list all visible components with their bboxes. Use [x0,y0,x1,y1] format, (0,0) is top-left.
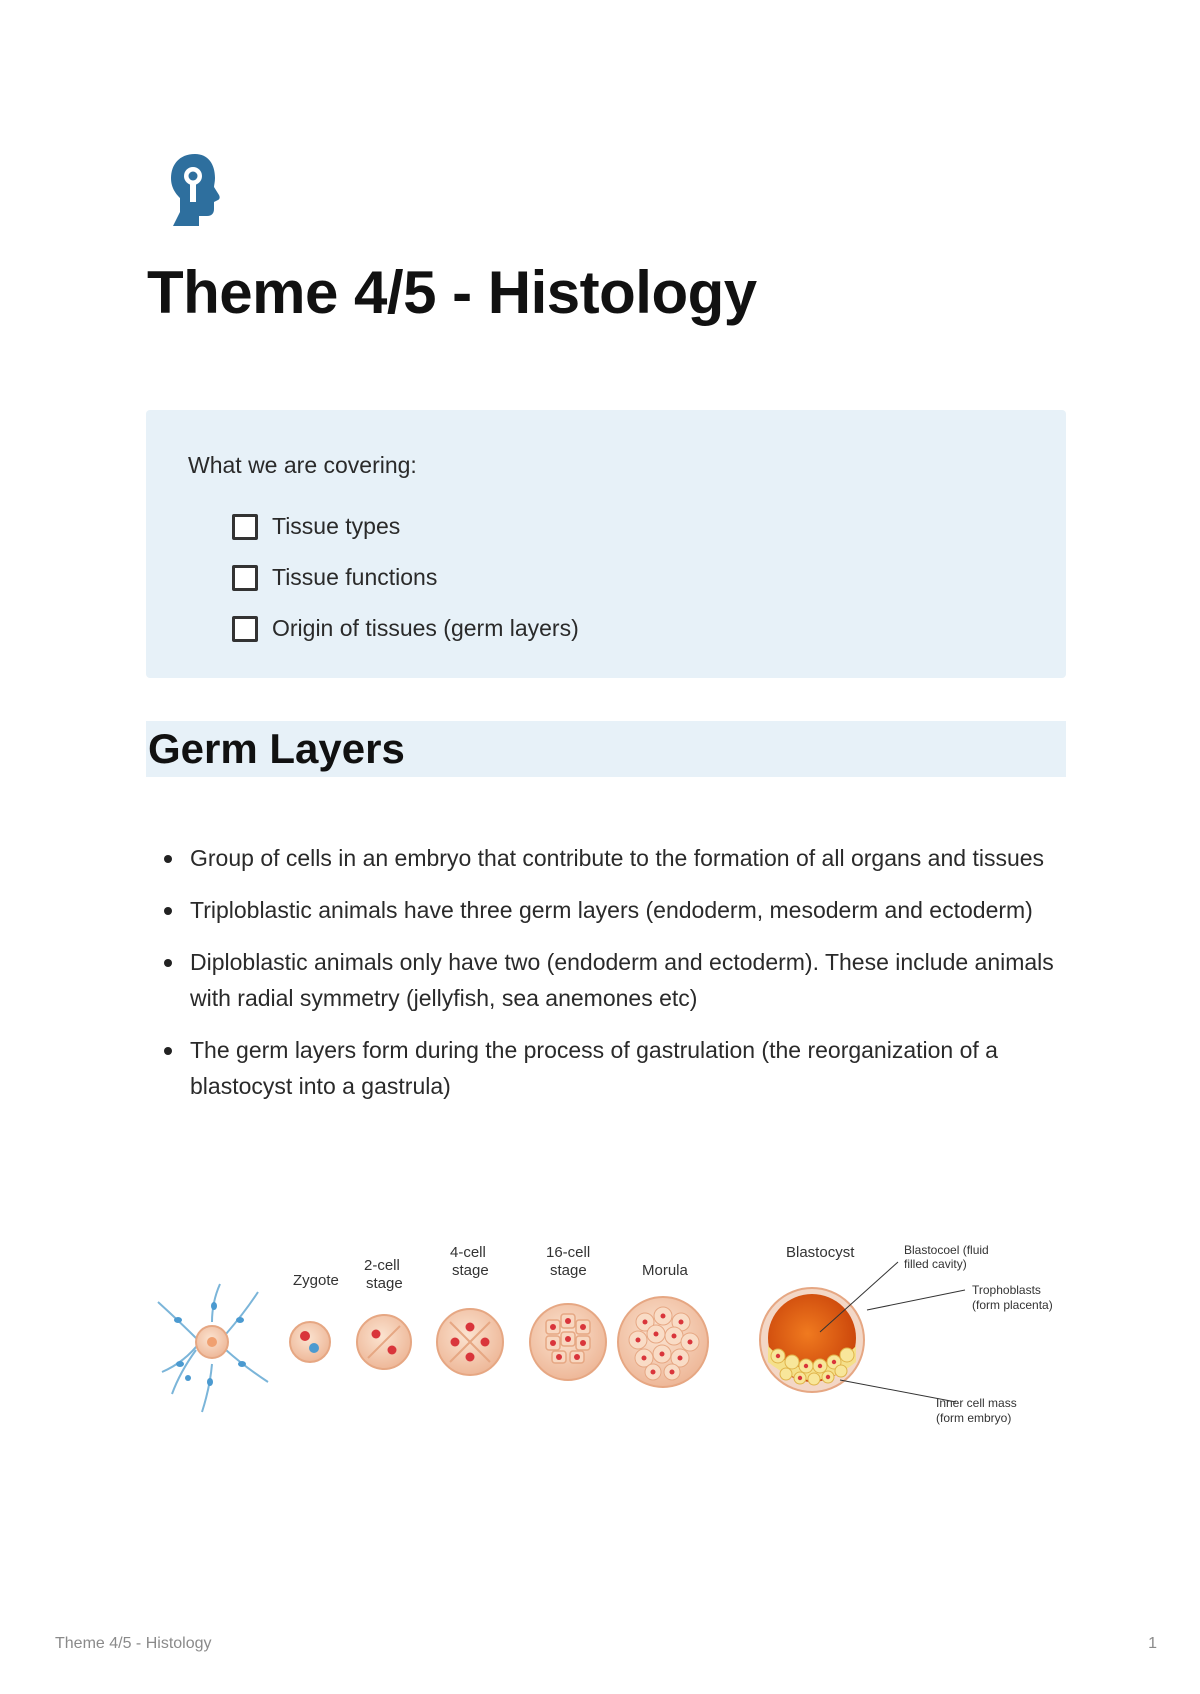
annotation-label: Inner cell mass [936,1396,1017,1410]
stage-label: 2-cell [364,1257,400,1274]
stage-label: stage [452,1262,489,1279]
todo-item [232,603,579,654]
embryo-development-figure [150,1222,1070,1427]
annotation-label: Trophoblasts [972,1283,1041,1297]
checkbox[interactable] [232,616,258,642]
annotation-label: (form embryo) [936,1411,1012,1425]
four-cell-stage [437,1244,503,1375]
list-item [190,840,1070,876]
page-title: Theme 4/5 - Histology [147,259,757,326]
bullet-dot [164,1047,172,1055]
stage-label: Blastocyst [786,1244,855,1261]
todo-item [232,552,579,603]
stage-label: Zygote [293,1272,339,1289]
head-silhouette-icon [163,152,225,228]
callout-box [146,410,1066,678]
callout-heading: What we are covering: [188,452,417,478]
bullet-dot [164,959,172,967]
stage-label: 4-cell [450,1244,486,1261]
zygote-stage [290,1272,339,1362]
todo-label: Tissue functions [272,564,438,590]
stage-label: 16-cell [546,1244,591,1261]
bullet-text: The germ layers form during the process of gastrulation (the reorganization of a blastocyst into a gastrula) [190,1037,998,1099]
stage-label: stage [366,1275,403,1292]
bullet-text: Triploblastic animals have three germ layers (endoderm, mesoderm and ectoderm) [190,897,1033,923]
checkbox[interactable] [232,565,258,591]
annotation-label: filled cavity) [904,1257,967,1271]
todo-label: Origin of tissues (germ layers) [272,615,579,641]
egg-with-sperm [158,1284,268,1412]
annotation-label: (form placenta) [972,1298,1053,1312]
list-item [190,944,1070,1016]
bullet-text: Diploblastic animals only have two (endoderm and ectoderm). These include animals with radial symmetry (jellyfish, sea anemones etc) [190,949,1054,1011]
morula-stage [618,1262,708,1387]
annotation-label: Blastocoel (fluid [904,1243,989,1257]
sixteen-cell-stage [530,1244,606,1380]
blastocyst-stage [760,1244,864,1392]
bullet-text: Group of cells in an embryo that contribute to the formation of all organs and tissues [190,845,1045,871]
bullet-list [190,840,1070,1120]
two-cell-stage [357,1257,411,1369]
bullet-dot [164,855,172,863]
bullet-dot [164,907,172,915]
stage-label: Morula [642,1262,688,1279]
todo-item [232,501,579,552]
footer-title: Theme 4/5 - Histology [55,1635,212,1652]
section-heading: Germ Layers [146,721,1066,777]
todo-label: Tissue types [272,513,401,539]
stage-label: stage [550,1262,587,1279]
checkbox[interactable] [232,514,258,540]
todo-list [232,501,579,654]
page-number: 1 [1148,1635,1157,1652]
list-item [190,892,1070,928]
list-item [190,1032,1070,1104]
